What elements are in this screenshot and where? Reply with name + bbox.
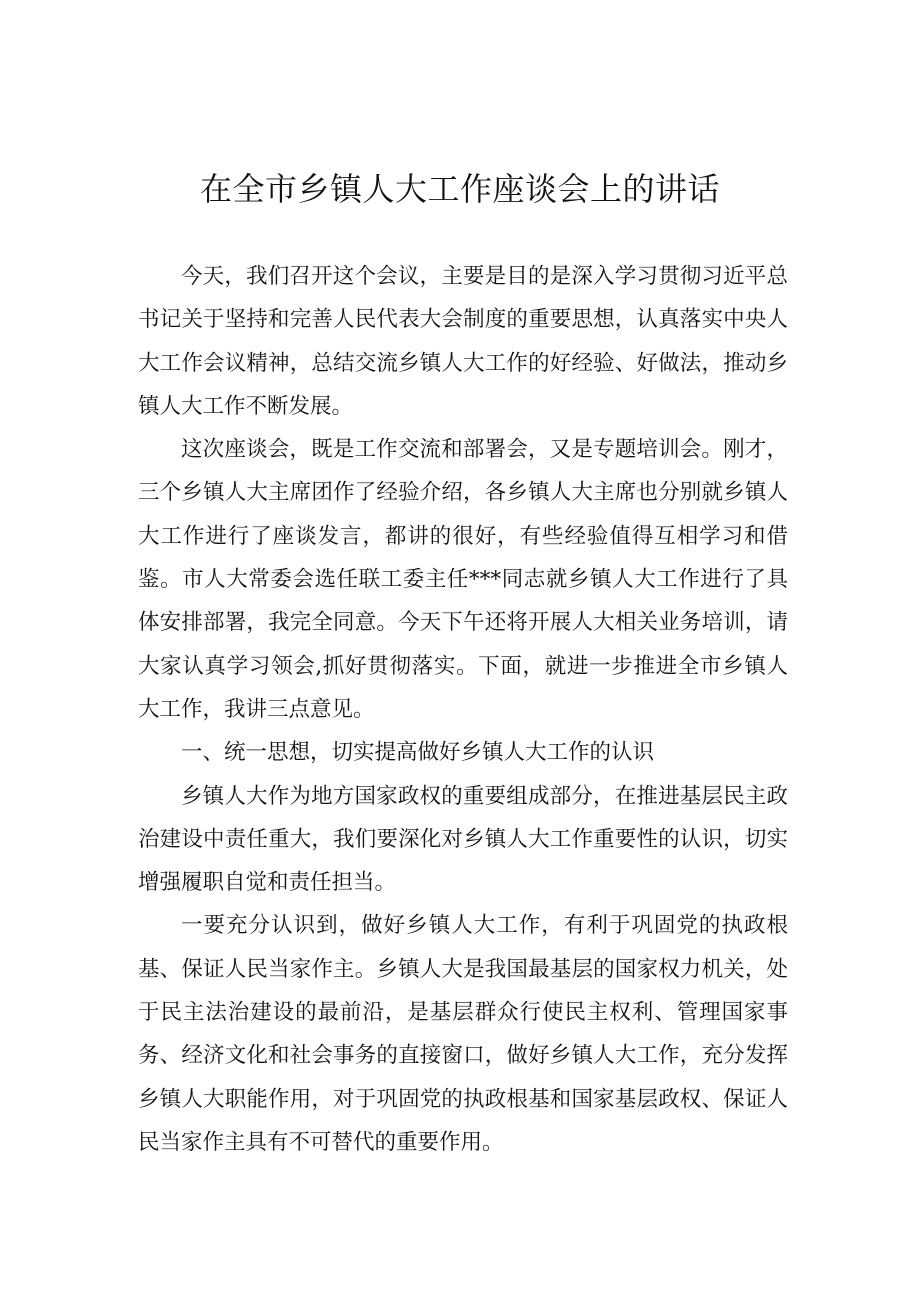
section-heading: 一、统一思想，切实提高做好乡镇人大工作的认识 (181, 740, 655, 766)
paragraph-intro: 今天，我们召开这个会议，主要是目的是深入学习贯彻习近平总书记关于坚持和完善人民代表大会制度的重要思想，认真落实中央人大工作会议精神，总结交流乡镇人大工作的好经验、好做法，推动乡镇人大工作不断发展。 (138, 264, 788, 419)
paragraph-point-one: 一要充分认识到，做好乡镇人大工作，有利于巩固党的执政根基、保证人民当家作主。乡镇人大是我国最基层的国家权力机关，处于民主法治建设的最前沿，是基层群众行使民主权利、管理国家事务、经济文化和社会事务的直接窗口，做好乡镇人大工作，充分发挥乡镇人大职能作用，对于巩固党的执政根基和国家基层政权、保证人民当家作主具有不可替代的重要作用。 (138, 913, 788, 1155)
document-title: 在全市乡镇人大工作座谈会上的讲话 (199, 170, 720, 208)
paragraph-meeting-summary: 这次座谈会，既是工作交流和部署会，又是专题培训会。刚才，三个乡镇人大主席团作了经验介绍，各乡镇人大主席也分别就乡镇人大工作进行了座谈发言，都讲的很好，有些经验值得互相学习和借鉴。市人大常委会选任联工委主任***同志就乡镇人大工作进行了具体安排部署，我完全同意。今天下午还将开展人大相关业务培训，请大家认真学习领会,抓好贯彻落实。下面，就进一步推进全市乡镇人大工作，我讲三点意见。 (138, 437, 788, 722)
document-body (138, 255, 788, 1164)
paragraph-section-intro: 乡镇人大作为地方国家政权的重要组成部分，在推进基层民主政治建设中责任重大，我们要深化对乡镇人大工作重要性的认识，切实增强履职自觉和责任担当。 (138, 783, 788, 896)
